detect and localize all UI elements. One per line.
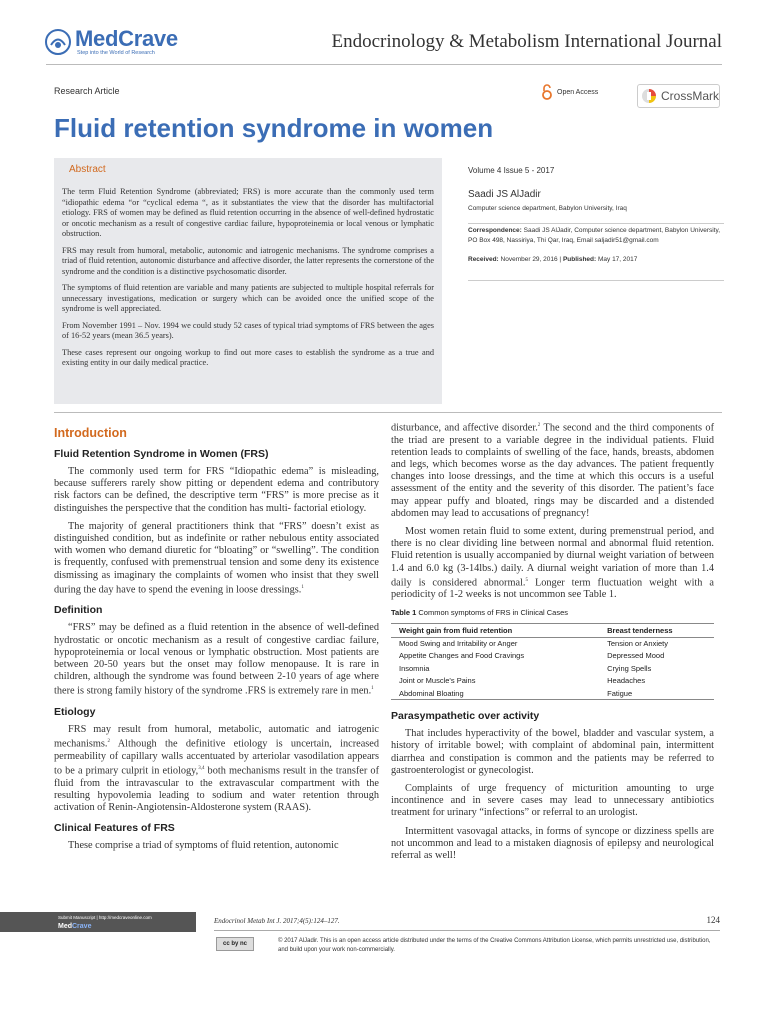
crossmark-label: CrossMark — [660, 89, 719, 103]
reference-link[interactable]: 1 — [301, 584, 304, 590]
symptoms-table — [391, 623, 714, 701]
body-text: Longer term fluctuation weight with a periodicity of 1-2 weeks is not uncommon see Table 1. — [391, 577, 714, 601]
table-row — [391, 650, 714, 663]
published-date: May 17, 2017 — [597, 256, 638, 263]
article-type: Research Article — [54, 86, 120, 96]
table-cell: Depressed Mood — [607, 651, 665, 661]
license-text: © 2017 AlJadir. This is an open access article distributed under the terms of the Creative Commons Attribution License, which permits unrestricted use, distribution, and build upon your work non-commercially. — [278, 938, 711, 953]
cc-license-label: cc by nc — [222, 941, 247, 947]
abstract-paragraph: These cases represent our ongoing workup to find out more cases to establish the syndrome as a true and existing entity in our daily medical practice. — [62, 347, 434, 367]
footer-divider — [214, 930, 720, 931]
medcrave-logo-icon — [44, 28, 72, 56]
abstract-paragraph: The symptoms of fluid retention are variable and many patients are subjected to multiple hospital referrals for unnecessary investigations, medication or surgery which can be avoided once the unified scope of the syndrome is well appreciated. — [62, 283, 434, 313]
footer-logo-accent: Crave — [72, 923, 92, 930]
table-cell: Insomnia — [399, 663, 430, 673]
body-text: disturbance, and affective disorder. — [391, 422, 538, 434]
table-cell: Fatigue — [599, 687, 714, 700]
reference-link[interactable]: 3,4 — [198, 766, 205, 772]
body-paragraph — [391, 526, 714, 602]
clinical-features-heading: Clinical Features of FRS — [54, 822, 175, 835]
abstract-box — [54, 158, 442, 404]
reference-link[interactable]: 1 — [371, 686, 374, 692]
logo-tagline: Step into the World of Research — [77, 49, 155, 56]
open-access-badge[interactable] — [541, 84, 598, 100]
page-number: 124 — [706, 915, 720, 925]
citation: Endocrinol Metab Int J. 2017;4(5):124‒127. — [214, 917, 340, 925]
body-text: Most women retain fluid to some extent, during premenstrual period, and there is no clear dividing line between normal and abnormal fluid retention. Fluid retention is usually accompanied by diurnal weight variation of between 1.4 and 6.0 kg (3-14lbs.) daily. A diurnal weight variation of more than 1.4 daily is considered abnormal. — [391, 526, 714, 589]
body-text: “FRS” may be defined as a fluid retention in the absence of well-defined hydrostatic or oncotic mechanism as a result of congestive cardiac failure, hypoproteinemia or local venous or lymphatic obstruction. Most patients are between 20-50 years but the onset may follow menopause. It is rare in children, although the syndrome was found between 2-10 years of age where there is strong family history of the syndrome .FRS is extremely rare in men. — [54, 622, 379, 697]
correspondence-text: Saadi JS AlJadir, Computer science department, Babylon University, PO Box 498, Nassiriya, Thi Qar, Iraq, Email saljadir51@gmail.com — [468, 227, 721, 244]
definition-heading: Definition — [54, 604, 103, 617]
logo-name: MedCrave — [75, 25, 178, 51]
article-info — [468, 166, 724, 263]
body-paragraph — [391, 420, 714, 520]
right-column — [391, 420, 714, 868]
correspondence — [468, 226, 724, 246]
article-dates: Received: November 29, 2016 | Published: May 17, 2017 — [468, 256, 638, 263]
body-paragraph: Complaints of urge frequency of micturition amounting to urge incontinence and in severe cases may lead to unnecessary antibiotics treatment for urinary “infections” or referral to an urologist. — [391, 783, 714, 819]
abstract-paragraph: FRS may result from humoral, metabolic, autonomic and iatrogenic mechanisms. The syndrome comprises a triad of fluid retention, autonomic disturbance and affective disorder, the latter represents the cornerstone of the syndrome and the condition is a distinctive psychosomatic disorder. — [62, 245, 434, 276]
body-paragraph: The commonly used term for FRS “Idiopathic edema” is misleading, because sufferers rarely show pitting or dependent edema and contributory risk factors can be defined, the descriptive term “FRS” is more precise as it distinguishes the perspective that the condition has multi- factorial etiology. — [54, 466, 379, 514]
table-cell: Tension or Anxiety — [607, 639, 668, 649]
etiology-heading: Etiology — [54, 706, 96, 719]
reference-link[interactable]: 2 — [107, 739, 110, 745]
table-row — [391, 662, 714, 675]
section-divider — [54, 412, 722, 413]
footer-logo-text: Med — [58, 923, 72, 930]
open-access-label: Open Access — [557, 88, 599, 96]
table-cell: Abdominal Bloating — [391, 687, 599, 700]
table-row — [391, 687, 714, 700]
received-date: November 29, 2016 — [500, 256, 558, 263]
reference-link[interactable]: 5 — [525, 577, 528, 583]
table-caption — [391, 608, 714, 617]
table-header-cell: Breast tenderness — [599, 623, 714, 637]
introduction-heading: Introduction — [54, 426, 127, 440]
body-paragraph — [54, 521, 379, 597]
reference-link[interactable]: 2 — [537, 423, 541, 428]
open-access-icon — [541, 84, 553, 100]
header-divider — [46, 64, 722, 65]
received-label: Received: — [468, 256, 499, 263]
table-cell: Mood Swing and Irritability or Anger — [399, 639, 518, 649]
submit-manuscript-link[interactable]: Submit Manuscript | http://medcraveonline.com — [58, 915, 152, 920]
body-text: The majority of general practitioners think that “FRS” doesn’t exist as distinguished condition, but as indefinite or rather nebulous entity associated with women who demand diuretic for “bloating” or “swelling”. The condition is frequently, confused with premenstrual tension and some deny its existence dismissing as imaginary the complaints of women who insist that they swell during the day have to spend the evening in loose dressings. — [54, 520, 379, 596]
body-text: both mechanisms result in the transfer of fluid from the intravascular to the extravascular compartment with the resulting hypovolemia leading to sodium and water retention through activation of Renin-Angiotensin-Aldosterone system (RAAS). — [54, 765, 379, 814]
crossmark-button[interactable] — [637, 84, 720, 108]
table-cell: Crying Spells — [607, 663, 652, 673]
published-label: Published: — [562, 256, 597, 263]
body-text: Although the definitive etiology is uncertain, increased permeability of capillary walls accentuated by arteriolar vasodilation appears to be a primary culprit in etiology, — [54, 738, 379, 777]
body-paragraph — [54, 622, 379, 698]
table-row — [391, 637, 714, 650]
abstract-heading: Abstract — [69, 164, 106, 175]
info-divider — [468, 280, 724, 281]
table-cell: Appetite Changes and Food Cravings — [399, 651, 525, 661]
table-cell: Joint or Muscle's Pains — [399, 676, 476, 686]
body-text: FRS may result from humoral, metabolic, automatic and iatrogenic mechanisms. — [54, 724, 379, 750]
body-paragraph: That includes hyperactivity of the bowel, bladder and vascular system, a history of irritable bowel; with complaint of abdominal pain, intermittent diarrhea and constipation is common and the patients may be referred to gastroenterologist or gynecologist. — [391, 728, 714, 776]
table-caption-text: Common symptoms of FRS in Clinical Cases — [416, 607, 569, 617]
author-name: Saadi JS AlJadir — [468, 189, 541, 200]
table-header-cell: Weight gain from fluid retention — [391, 623, 599, 637]
table-header-row — [391, 623, 714, 637]
journal-title: Endocrinology & Metabolism International Journal — [331, 31, 722, 52]
body-text: The second and the third components of the triad are present to a variable degree in the individual patients. Fluid retention leads to complaints of swelling of the face, hands, breasts, abdomen and legs, which becomes worse as the day advances. The patient frequently changes into loose dressings, and the time at which this occurs is a useful assessment of the entity and the severity of this disorder. The patient’s face may appear puffy and bloated, rings may be discarded and a distended abdomen may lead to accusations of pregnancy! — [391, 422, 715, 519]
correspondence-label: Correspondence: — [468, 227, 522, 234]
table-cell: Headaches — [607, 676, 646, 686]
info-divider — [468, 223, 724, 224]
body-paragraph: Intermittent vasovagal attacks, in forms of syncope or dizziness spells are not uncommon and lead to a mistaken diagnosis of epilepsy and neurological referral as well! — [391, 825, 714, 862]
crossmark-icon — [641, 88, 657, 104]
table-row — [391, 675, 714, 688]
body-paragraph — [54, 724, 379, 814]
table-label: Table 1 — [391, 607, 417, 617]
cc-license-icon[interactable] — [216, 937, 254, 951]
volume-issue: Volume 4 Issue 5 - 2017 — [468, 166, 555, 175]
footer-logo — [58, 923, 91, 930]
article-title: Fluid retention syndrome in women — [54, 113, 494, 143]
parasympathetic-heading: Parasympathetic over activity — [391, 710, 540, 723]
left-column — [54, 420, 379, 859]
frs-heading: Fluid Retention Syndrome in Women (FRS) — [54, 448, 269, 460]
author-affiliation: Computer science department, Babylon University, Iraq — [468, 205, 627, 212]
publisher-logo[interactable] — [44, 25, 178, 56]
body-paragraph: These comprise a triad of symptoms of fluid retention, autonomic — [68, 840, 339, 852]
abstract-paragraph: From November 1991 – Nov. 1994 we could study 52 cases of typical triad symptoms of FRS between the ages of 16-52 years (mean 36.5 years). — [62, 320, 434, 340]
abstract-paragraph: The term Fluid Retention Syndrome (abbreviated; FRS) is more accurate than the commonly used term “idiopathic edema “or “cyclical edema “, as it substantiates the view that the disorder has multifactorial etiology. FRS of women may be defined as fluid retention occurring in the absence of well-defined hydrostatic or oncotic mechanism as a result of congestive cardiac failure, hypoproteinemia or local venous or lymphatic obstruction. — [62, 187, 434, 238]
